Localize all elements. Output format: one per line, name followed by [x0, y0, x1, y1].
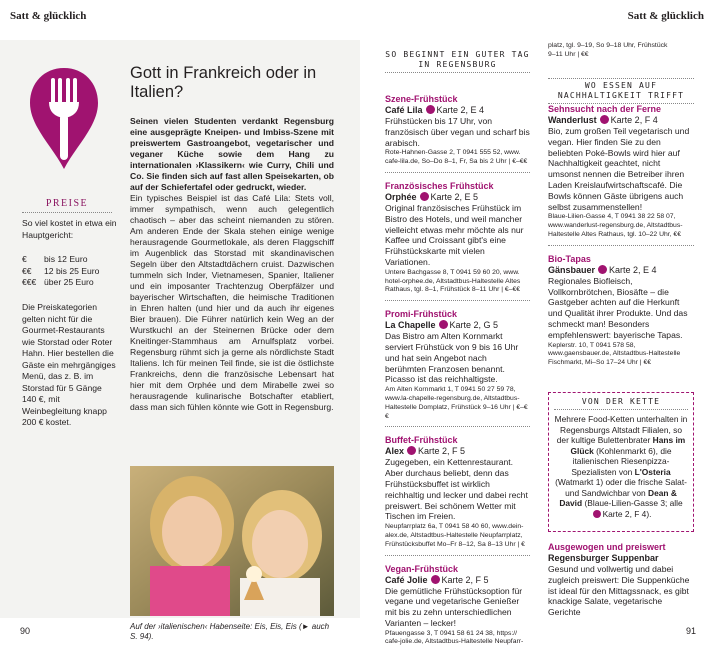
- venue-category: Vegan-Frühstück: [385, 563, 459, 574]
- venue-name: Regensburger Suppenbar: [548, 553, 659, 563]
- box-text-part: (Blaue-Lilien-Gasse 3; alle: [584, 498, 683, 508]
- venue-description: Bio, zum großen Teil vegetarisch und vegan. Hier finden Sie zu den beliebten Poké-Bowls wird hier auf Nachhaltigkeit geachtet, nicht umsonst nennen die Betreiber ihren Laden Kreislaufwirtschaftscafé. Die Bowls können Gäste übrigens auch selbst zusammenstellen!: [548, 126, 690, 212]
- price-row: [22, 277, 118, 289]
- breakfast-column: [385, 94, 530, 648]
- heading-line: IN REGENSBURG: [418, 60, 497, 69]
- running-header-left: Satt & glücklich: [10, 10, 87, 22]
- page-number-right: 91: [685, 626, 696, 636]
- article-text: Ein typisches Beispiel ist das Café Lila: Stets voll, immer sympathisch, wenn auch gelegentlich chaotisch – aber das scheint niemanden zu stören. Am anderen Ende der Skala stehen einige wenige herausragende Gourmetlokale, als deren Flaggschiff im Augenblick das Storstad mit skandinavischen Segeln über den Altstadtdächern cruist. Dazwischen tummeln sich Inder, Vietnamesen, Spanier, Italiener und ein imposanter Trachtenzug Oberpfälzer und bayerischer Wirtschaften, die heimische Traditionen in Ehren halten (und hier und da auch ihr eigenes Bier brauen). Die Führer natürlich kein Weg an der Wurstkuchl an der Steinernen Brücke oder dem Kneitinger-Stammhaus am Arnulfsplatz vorbei. Regensburg rühmt sich ja gerne als nördlichste Stadt Italiens. Ich für meinen Teil finde, sie ist die östlichste Frankreichs, denn die französische Lebensart hat hier mit dem Orphée und dem Mirabelle zwei so herausragende kulinarische Botschafter etabliert, dass man sich fühlen könnte wie Gott in Regensburg.: [130, 193, 334, 412]
- heading-rule: [385, 72, 530, 73]
- map-ref: Karte 2, F 5: [418, 446, 466, 457]
- continued-line: 9–11 Uhr | €€: [548, 50, 589, 58]
- venue-entry: [385, 94, 530, 173]
- fork-map-pin-icon: [28, 66, 100, 171]
- venue-category: Sehnsucht nach der Ferne: [548, 104, 662, 114]
- map-pin-icon: [420, 192, 429, 201]
- prices-divider: [22, 212, 112, 213]
- chain-name: Hans im Glück: [570, 435, 686, 456]
- venue-entry: [385, 309, 530, 427]
- continued-line: platz, tgl. 9–19, So 9–18 Uhr, Frühstück: [548, 42, 668, 49]
- article-body: [130, 116, 334, 413]
- venue-entry: [548, 254, 694, 368]
- venue-category: Ausgewogen und preiswert: [548, 542, 666, 552]
- map-ref: Karte 2, G 5: [449, 320, 499, 331]
- price-range: 12 bis 25 Euro: [44, 265, 100, 276]
- venue-entry: [548, 104, 694, 246]
- venue-description: Zugegeben, ein Kettenrestaurant. Aber durchaus beliebt, denn das Frühstücksbuffet ist wirklich reichhaltig und lecker und dabei recht preiswert. Bei schönem Wetter mit Tischen im Freien.: [385, 457, 528, 522]
- price-row: [22, 266, 118, 278]
- venue-address: Rote-Hahnen-Gasse 2, T 0941 555 52, www. cafe-lila.de, So–Do 8–1, Fr, Sa bis 2 Uhr | €–€€: [385, 149, 528, 166]
- heading-line: SO BEGINNT EIN GUTER TAG: [385, 50, 530, 59]
- entry-divider: [385, 172, 530, 173]
- venue-name-line: [385, 105, 530, 116]
- venue-name-line: [385, 320, 530, 331]
- venue-address: Untere Bachgasse 8, T 0941 59 60 20, www. hotel-orphee.de, Altstadtbus-Haltestelle Altes Rathaus, tgl. 8–1, Frühstück 8–11 Uhr | €–€€: [385, 268, 521, 294]
- map-pin-icon: [439, 320, 448, 329]
- venue-name: Café Lila: [385, 105, 423, 115]
- map-pin-icon: [598, 265, 607, 274]
- map-ref: Karte 2, F 5: [441, 574, 489, 585]
- prices-title: PREISE: [45, 198, 89, 209]
- venue-category: Bio-Tapas: [548, 253, 591, 264]
- venue-description: Das Bistro am Alten Kornmarkt serviert Frühstück von 9 bis 16 Uhr und hat sein Angebot nach berühmten Franzosen benannt. Picasso ist das reichhaltigste.: [385, 331, 519, 385]
- map-ref: Karte 2, F 4).: [602, 508, 652, 519]
- venue-entry: [548, 542, 694, 618]
- venue-name-line: [548, 265, 694, 276]
- sustainability-column: [548, 104, 694, 376]
- venue-address: Keplerstr. 10, T 0941 578 58, www.gaensbauer.de, Altstadtbus-Haltestelle Fischmarkt, Mi–So 17–24 Uhr | €€: [548, 341, 681, 367]
- chain-name: Dean & David: [559, 487, 677, 508]
- venue-address: Neupfarrplatz 6a, T 0941 58 40 60, www.dein-alex.de, Altstadtbus-Haltestelle Neupfarrplatz, Frühstücksbuffet Mo–Fr 8–12, Sa 8–13 Uhr | €: [385, 523, 525, 548]
- entry-divider: [385, 300, 530, 301]
- running-header-right: Satt & glücklich: [627, 10, 704, 22]
- venue-description: Frühstücken bis 17 Uhr, von französisch über vegan und scharf bis arabisch.: [385, 116, 530, 148]
- box-text-part: Mehrere Food-Ketten unterhalten in Regensburgs Altstadt Filialen, so der kultige Bulettenbrater: [554, 414, 688, 445]
- venue-name: Alex: [385, 446, 405, 457]
- price-row: [22, 254, 118, 266]
- venue-entry: [385, 181, 530, 301]
- breakfast-section-heading: [385, 50, 530, 75]
- map-pin-icon: [407, 446, 416, 455]
- venue-category: Promi-Frühstück: [385, 309, 458, 320]
- price-range: über 25 Euro: [44, 277, 94, 287]
- box-text: [554, 414, 688, 519]
- map-pin-icon: [593, 510, 601, 518]
- venue-description: Regionales Biofleisch, Vollkornbrötchen, Biosäfte – die Gastgeber achten auf die Herkunft und Qualität ihrer Produkte. Und das schmeckt man! Besonders empfehlenswert: bayerische Tapas.: [548, 275, 688, 340]
- entry-divider: [385, 426, 530, 427]
- venue-entry: [385, 435, 530, 555]
- venue-name-line: [548, 115, 694, 126]
- photo-caption: Auf der ›italienischen‹ Habenseite: Eis, Eis, Eis (► auch S. 94).: [130, 622, 330, 641]
- map-pin-icon: [600, 115, 609, 124]
- venue-description: Gesund und vollwertig und dabei zugleich preiswert: Die Suppenküche ist ideal für den Mittagssnack, es gibt knackige Salate, vegetarische Gerichte: [548, 564, 690, 618]
- venue-name-line: [385, 446, 530, 457]
- price-list: [22, 254, 118, 289]
- box-text-part: (Kohlenmarkt 6), die italienischen Riesenpizza-Spezialisten von: [571, 445, 672, 477]
- page-number-left: 90: [20, 626, 31, 636]
- box-title: VON DER KETTE: [581, 397, 661, 406]
- sustainability-section-heading: [548, 76, 694, 106]
- venue-category: Buffet-Frühstück: [385, 435, 458, 446]
- map-pin-icon: [426, 105, 435, 114]
- entry-divider: [548, 245, 694, 246]
- map-ref: Karte 2, F 4: [610, 115, 658, 125]
- map-ref: Karte 2, E 4: [436, 105, 485, 115]
- venue-name-line: [385, 192, 530, 203]
- chain-name: L'Osteria: [634, 466, 671, 477]
- map-ref: Karte 2, E 4: [609, 264, 657, 275]
- venue-name: Café Jolie: [385, 574, 428, 585]
- venue-address: Am Alten Kornmarkt 1, T 0941 50 27 59 78, www.la-chapelle-regensburg.de, Altstadtbus-Haltestelle Domplatz, Frühstück 9–16 Uhr | €–€€: [385, 386, 528, 420]
- venue-address: Pfauengasse 3, T 0941 58 61 24 38, https:// cafe-jolie.de, Altstadtbus-Haltestelle Neupfarr-: [385, 629, 524, 646]
- price-symbol: €€€: [22, 277, 37, 287]
- chain-restaurants-box: [548, 392, 694, 532]
- price-symbol: €: [22, 254, 27, 264]
- box-text-part: (Watmarkt 1) oder die frische Salat- und Sandwichbar von: [555, 477, 687, 498]
- article-lead: Seinen vielen Studenten verdankt Regensburg eine ausgeprägte Kneipen- und Imbiss-Szene mit preiswertem Gastroangebot, vegetarischer und veganer Küche sowie dem Hang zu internationalen ›Klassikern‹ wie Curry, Chili und Co. Sie finden sich auf fast allen Speisekarten, ob auf der Schiefertafel oder gedruckt, wieder.: [130, 116, 334, 192]
- map-ref: Karte 2, E 5: [430, 191, 479, 202]
- prices-intro: So viel kostet in etwa ein Hauptgericht:: [22, 218, 117, 240]
- venue-description: Die gemütliche Frühstücksoption für vegane und vegetarische Genießer mit bis zu zehn unterschiedlichen Varianten – lecker!: [385, 585, 523, 628]
- venue-category: Szene-Frühstück: [385, 94, 458, 104]
- heading-rule: [548, 78, 694, 79]
- price-range: bis 12 Euro: [44, 254, 88, 264]
- map-pin-icon: [431, 575, 440, 584]
- venue-address: Blaue-Lilien-Gasse 4, T 0941 38 22 58 07, www.wanderlust-regensburg.de, Altstadtbus-Haltestelle Altes Rathaus, tgl. 10–22 Uhr, €€: [548, 213, 683, 238]
- venue-category: Französisches Frühstück: [385, 180, 494, 191]
- article-title: Gott in Frankreich oder in Italien?: [130, 64, 317, 101]
- venue-name: Wanderlust: [548, 115, 597, 125]
- venue-name-line: [385, 575, 530, 586]
- prices-note: Die Preiskategorien gelten nicht für die Gourmet-Restaurants wie Storstad oder Roter Hahn. Hier bestellen die Gäste ein mehrgängiges Menü, das z. B. im Storstad für 5 Gänge 140 €, mit Weinbegleitung knapp 200 € kostet.: [22, 302, 116, 427]
- ice-cream-girls-photo: [130, 466, 334, 616]
- continued-entry-text: [548, 42, 694, 60]
- venue-name: Orphée: [385, 191, 417, 202]
- price-symbol: €€: [22, 265, 32, 276]
- venue-entry: [385, 564, 530, 648]
- venue-name: Gänsbauer: [548, 264, 596, 275]
- venue-description: Original französisches Frühstück im Bistro des Hotels, und weil mancher vielleicht etwas mehr möchte als nur Kaffee und Croissant gibt's eine Frühstückskarte mit vielen Variationen.: [385, 202, 524, 267]
- entry-divider: [385, 555, 530, 556]
- heading-line: WO ESSEN AUF NACHHALTIGKEIT TRIFFT: [557, 81, 685, 100]
- box-rule: [554, 409, 688, 410]
- venue-name: La Chapelle: [385, 320, 436, 331]
